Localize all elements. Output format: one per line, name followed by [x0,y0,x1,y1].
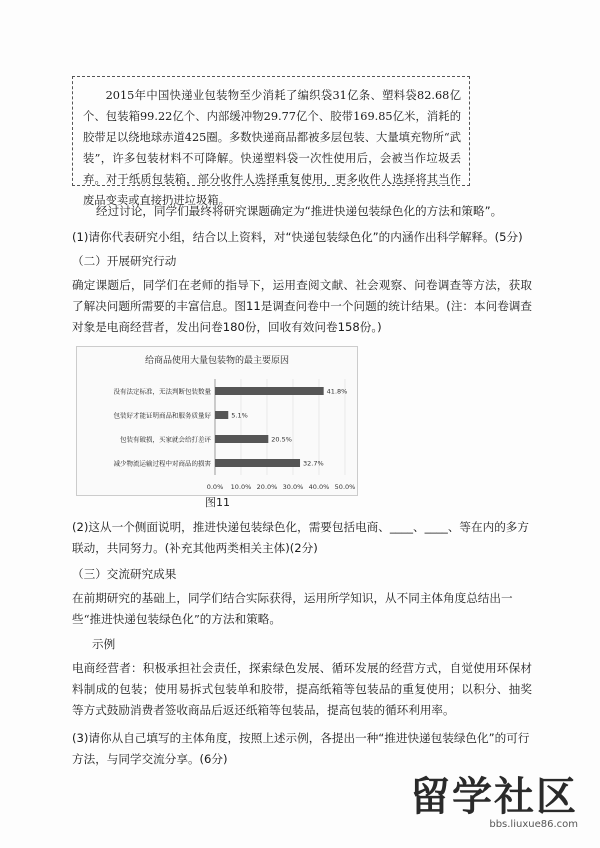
bar [215,459,300,467]
question-3: (3)请你从自己填写的主体角度，按照上述示例，各提出一种“推进快递包装绿色化”的可行方法，与同学交流分享。(6分) [72,731,530,766]
question-2: (2)这从一个侧面说明，推进快递包装绿色化，需要包括电商、____、____、等在内的多方联动，共同努力。(补充其他两类相关主体)(2分) [72,520,529,555]
x-tick-label: 20.0% [256,483,278,491]
section-2-heading: （二）开展研究行动 [72,254,177,268]
research-text: 确定课题后，同学们在老师的指导下，运用查阅文献、社会观察、问卷调查等方法，获取了解决问题所需要的丰富信息。图11是调查问卷中一个问题的统计结果。(注：本问卷调查对象是电商经营者，发出问卷180份，回收有效问卷158份。) [72,278,532,334]
watermark-url: bbs.liuxue86.com [489,819,578,830]
bar-chart-svg [77,347,357,495]
chart-title: 给商品使用大量包装物的最主要原因 [144,356,290,366]
example-text: 电商经营者：积极承担社会责任，探索绿色发展、循环发展的经营方式，自觉使用环保材料制成的包装；使用易拆式包装单和胶带，提高纸箱等包装品的重复使用；以积分、抽奖等方式鼓励消费者签收商品后返还纸箱等包装品，提高包装的循环利用率。 [72,661,532,717]
question-1: (1)请你代表研究小组，结合以上资料，对“快递包装绿色化”的内涵作出科学解释。(5分) [72,230,523,244]
bar [215,387,324,395]
x-tick-label: 40.0% [308,483,330,491]
category-label: 包装好才能证明商品和服务质量好 [113,411,211,420]
figure-caption: 图11 [205,496,230,509]
watermark-title: 留学社区 [410,774,578,820]
bar-value-label: 20.5% [271,435,292,444]
results-text: 在前期研究的基础上，同学们结合实际获得，运用所学知识，从不同主体角度总结出一些“推进快递包装绿色化”的方法和策略。 [72,591,513,626]
category-label: 包装有破损，买家就会给打差评 [120,435,211,444]
x-tick-label: 0.0% [206,483,224,491]
category-label: 减少物流运输过程中对商品的损害 [113,459,211,468]
section-3-heading: （三）交流研究成果 [72,567,177,581]
discussion-text: 经过讨论，同学们最终将研究课题确定为“推进快递包装绿色化的方法和策略”。 [96,204,503,218]
bar [215,411,228,419]
example-label: 示例 [92,637,116,651]
bar [215,435,268,443]
x-tick-label: 50.0% [334,483,356,491]
x-tick-label: 10.0% [230,483,252,491]
category-label: 没有法定标准，无法判断包装数量 [113,387,211,396]
bar-value-label: 32.7% [303,459,324,468]
watermark [410,775,578,830]
bar-value-label: 5.1% [231,411,248,420]
bar-value-label: 41.8% [326,387,348,396]
bar-chart [76,346,358,496]
material-text: 2015年中国快递业包装物至少消耗了编织袋31亿条、塑料袋82.68亿个、包装箱99.22亿个、内部缓冲物29.77亿个、胶带169.85亿米，消耗的胶带足以绕地球赤道425圈。多数快递商品都被多层包装、大量填充物所“武装”，许多包装材料不可降解。快递塑料袋一次性使用后，会被当作垃圾丢弃。对于纸质包装箱，部分收件人选择重复使用，更多收件人选择将其当作废品变卖或直接扔进垃圾箱。 [83,89,461,207]
x-tick-label: 30.0% [282,483,304,491]
material-box [72,76,470,207]
